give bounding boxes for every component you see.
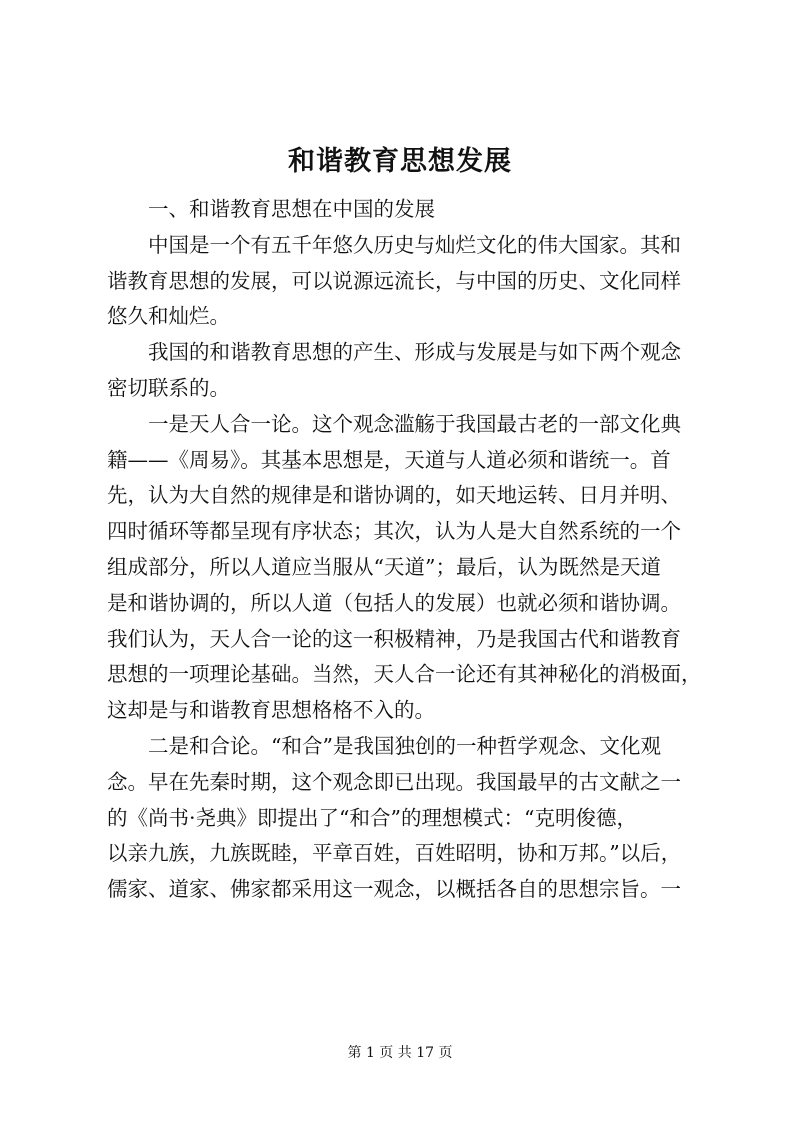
paragraph-line: 这却是与和谐教育思想格格不入的。 — [107, 698, 435, 723]
paragraph-line: 我们认为，天人合一论的这一积极精神，乃是我国古代和谐教育 — [107, 626, 681, 651]
paragraph-line: 四时循环等都呈现有序状态；其次，认为人是大自然系统的一个 — [107, 519, 681, 544]
paragraph-line: 念。早在先秦时期，这个观念即已出现。我国最早的古文献之一 — [107, 769, 681, 794]
paragraph-line: 悠久和灿烂。 — [107, 304, 230, 329]
paragraph-line: 是和谐协调的，所以人道（包括人的发展）也就必须和谐协调。 — [107, 590, 681, 615]
paragraph-line: 我国的和谐教育思想的产生、形成与发展是与如下两个观念 — [148, 340, 681, 365]
paragraph-line: 先，认为大自然的规律是和谐协调的，如天地运转、日月并明、 — [107, 483, 681, 508]
paragraph-line: 组成部分，所以人道应当服从“天道”；最后，认为既然是天道 — [107, 554, 661, 579]
paragraph-line: 以亲九族，九族既睦，平章百姓，百姓昭明，协和万邦。”以后， — [107, 841, 682, 866]
paragraph-line: 儒家、道家、佛家都采用这一观念，以概括各自的思想宗旨。一 — [107, 877, 681, 902]
paragraph-line: 二是和合论。“和合”是我国独创的一种哲学观念、文化观 — [148, 733, 661, 758]
paragraph-2 — [107, 335, 703, 407]
paragraph-line: 的《尚书·尧典》即提出了“和合”的理想模式：“克明俊德， — [107, 805, 637, 830]
paragraph-line: 密切联系的。 — [107, 375, 230, 400]
page-number-footer: 第 1 页 共 17 页 — [347, 1045, 453, 1061]
section-heading: 一、和谐教育思想在中国的发展 — [148, 197, 435, 221]
paragraph-line: 谐教育思想的发展，可以说源远流长，与中国的历史、文化同样 — [107, 268, 681, 293]
document-title: 和谐教育思想发展 — [288, 146, 512, 177]
paragraph-line: 籍——《周易》。其基本思想是，天道与人道必须和谐统一。首 — [107, 447, 671, 472]
paragraph-line: 一是天人合一论。这个观念滥觞于我国最古老的一部文化典 — [148, 411, 681, 436]
paragraph-line: 思想的一项理论基础。当然，天人合一论还有其神秘化的消极面， — [107, 662, 702, 687]
paragraph-4 — [107, 729, 703, 908]
paragraph-1 — [107, 228, 703, 335]
paragraph-line: 中国是一个有五千年悠久历史与灿烂文化的伟大国家。其和 — [148, 232, 681, 257]
paragraph-3 — [107, 407, 703, 729]
document-body — [107, 192, 703, 908]
